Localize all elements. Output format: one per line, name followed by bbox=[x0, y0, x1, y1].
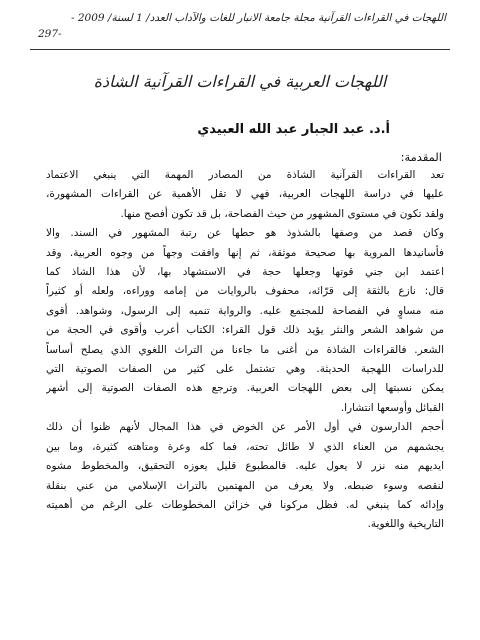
text-line: التاريخية واللغوية. bbox=[367, 518, 444, 531]
text-line: الشعر. فالقراءات الشاذة من أغنى ما جاءنا من التراث اللغوي الذي يصلح أساساً bbox=[46, 343, 444, 356]
text-line: يمكن نسبتها إلى بعض اللهجات العربية. وترجع هذه الصفات الصوتية إلى أشهر bbox=[46, 382, 444, 395]
text-line: يجشمهم من العناء الذي لا طائل تحته، فما كله وعرة ومتاهته كثيرة، وما بين bbox=[46, 440, 444, 453]
running-header bbox=[30, 10, 446, 42]
text-line: أحجم الدارسون في أول الأمر عن الخوض في هذا المجال لأنهم ظنوا أن ذلك bbox=[46, 421, 444, 434]
text-line: اعتمد ابن جني قوتها وجعلها حجة في الاستشهاد بها، لأن هذا الشاذ كما bbox=[46, 266, 444, 279]
text-line: تعد القراءات القرآنية الشاذة من المصادر المهمة التي ينبغي الاعتماد bbox=[46, 169, 444, 181]
text-line: لنقصه وسوء ضبطه. ولا يعرف من المهتمين بالتراث الإسلامي من عني بنقلة bbox=[46, 479, 444, 492]
header-divider bbox=[30, 49, 450, 50]
body-text bbox=[46, 166, 444, 535]
text-line: عليها في دراسة اللهجات العربية، فهي لا تقل الأهمية عن القراءات المشهورة، bbox=[46, 188, 444, 201]
text-line: ايديهم منه نزر لا يعول عليه. فالمطبوع قليل يعوزه التحقيق، والمخطوط مشوه bbox=[46, 460, 444, 473]
text-line: قال: نازع بالثقة إلى قرّائه، محفوف بالروايات من إمامه ووراءه، ولعله أو كثيراً bbox=[46, 285, 444, 298]
paragraph bbox=[46, 166, 444, 224]
text-line: القبائل وأوسعها انتشارا. bbox=[340, 401, 444, 414]
paragraph bbox=[46, 418, 444, 534]
text-line: ولقد تكون في مستوى المشهور من حيث الفصاحة، بل قد تكون أفصح منها. bbox=[120, 207, 444, 220]
author-name: أ.د. عبد الجبار عبد الله العبيدي bbox=[197, 122, 390, 137]
section-heading: المقدمة: bbox=[400, 150, 442, 164]
text-line: وإدائه كما ينبغي له. فظل مركونا في خزائن المخطوطات على الرغم من أهميته bbox=[46, 498, 444, 511]
page-number: -297 bbox=[38, 28, 62, 40]
text-line: من شواهد الشعر والنثر يؤيد ذلك قول القراء: الكتاب أعرب وأقوى في الحجة من bbox=[46, 324, 444, 337]
text-line: للدراسات اللهجية الحديثة. وهي تشتمل على كثير من الصفات الصوتية التي bbox=[46, 363, 444, 376]
running-header-text: اللهجات في القراءات القرآنية مجلة جامعة الانبار للغات والآداب العدد/ 1 لسنة/ 2009 - bbox=[70, 12, 446, 24]
text-line: منه مساوٍ في الفصاحة للمجتمع عليه. والرواية تنميه إلى الرسول، وشواهد. أقوى bbox=[46, 304, 444, 317]
text-line: فأسانيدها المروية بها صحيحة موثقة، ثم إنها وافقت وجهاً من وجوه العربية. وقد bbox=[46, 246, 444, 259]
text-line: وكان قصد من وصفها بالشذوذ هو حطها عن رتبة المشهور في السند. والا bbox=[46, 227, 444, 240]
paragraph bbox=[46, 224, 444, 418]
paper-title: اللهجات العربية في القراءات القرآنية الشاذة bbox=[93, 72, 387, 91]
